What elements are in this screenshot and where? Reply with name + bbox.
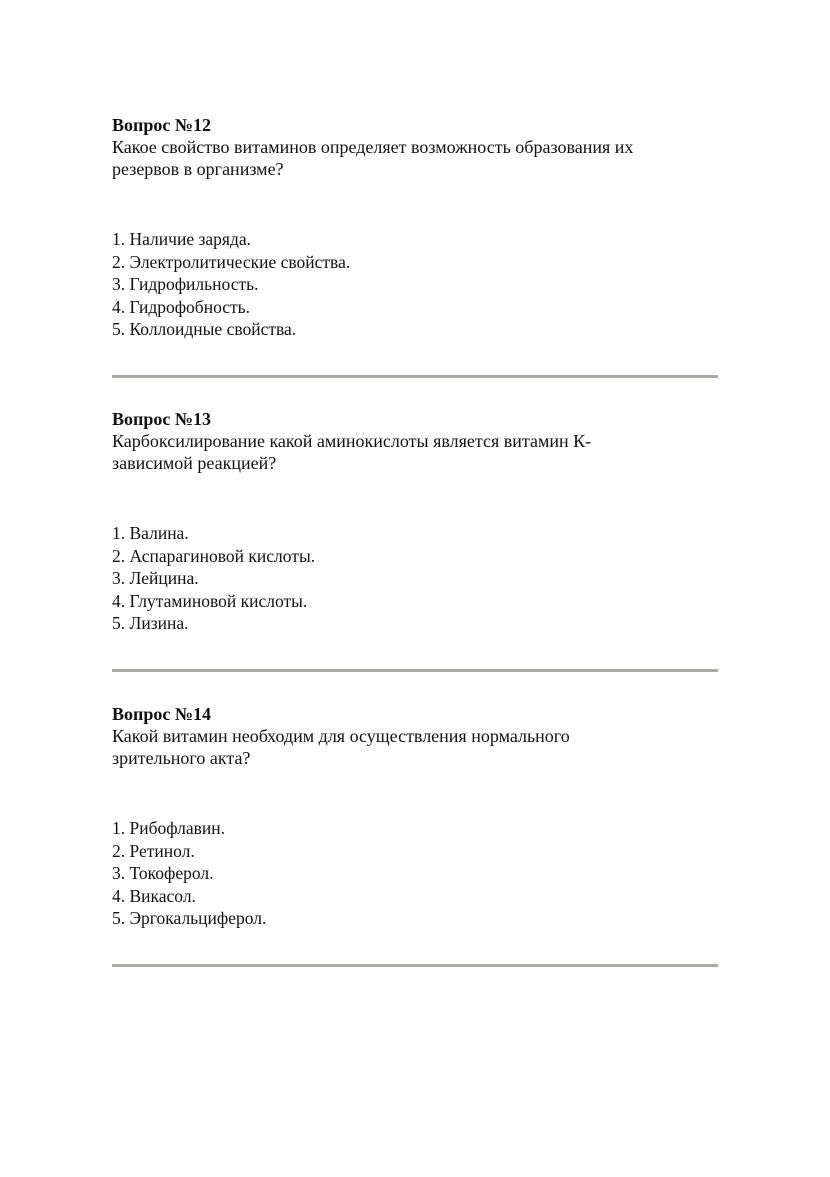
answer-option: 3. Гидрофильность. <box>112 274 259 294</box>
answer-options <box>112 228 350 341</box>
answer-option: 2. Ретинол. <box>112 840 195 861</box>
answer-option: 2. Электролитические свойства. <box>112 251 351 272</box>
answer-option: 1. Наличие заряда. <box>112 229 251 249</box>
answer-option: 5. Коллоидные свойства. <box>112 319 297 339</box>
answer-option: 3. Токоферол. <box>112 863 214 883</box>
answer-option: 4. Викасол. <box>112 885 196 906</box>
section-divider <box>112 375 718 378</box>
answer-option: 1. Валина. <box>112 523 189 543</box>
question-13 <box>112 408 718 633</box>
question-text: Какой витамин необходим для осуществления нормального зрительного акта? <box>112 726 570 768</box>
answer-option: 4. Глутаминовой кислоты. <box>112 590 308 611</box>
answer-option: 1. Рибофлавин. <box>112 818 226 838</box>
answer-option: 2. Аспарагиновой кислоты. <box>112 545 316 566</box>
question-title: Вопрос №12 <box>112 115 211 135</box>
answer-option: 5. Эргокальциферол. <box>112 908 267 928</box>
section-divider <box>112 669 718 672</box>
answer-option: 4. Гидрофобность. <box>112 296 251 317</box>
answer-options <box>112 522 315 635</box>
question-title: Вопрос №14 <box>112 704 211 724</box>
question-14 <box>112 703 718 928</box>
question-text: Карбоксилирование какой аминокислоты является витамин К-зависимой реакцией? <box>112 431 592 473</box>
question-text: Какое свойство витаминов определяет возможность образования их резервов в организме? <box>112 137 634 179</box>
answer-option: 5. Лизина. <box>112 613 189 633</box>
question-12 <box>112 114 718 339</box>
question-title: Вопрос №13 <box>112 409 211 429</box>
answer-options <box>112 817 266 930</box>
answer-option: 3. Лейцина. <box>112 568 199 588</box>
section-divider <box>112 964 718 967</box>
